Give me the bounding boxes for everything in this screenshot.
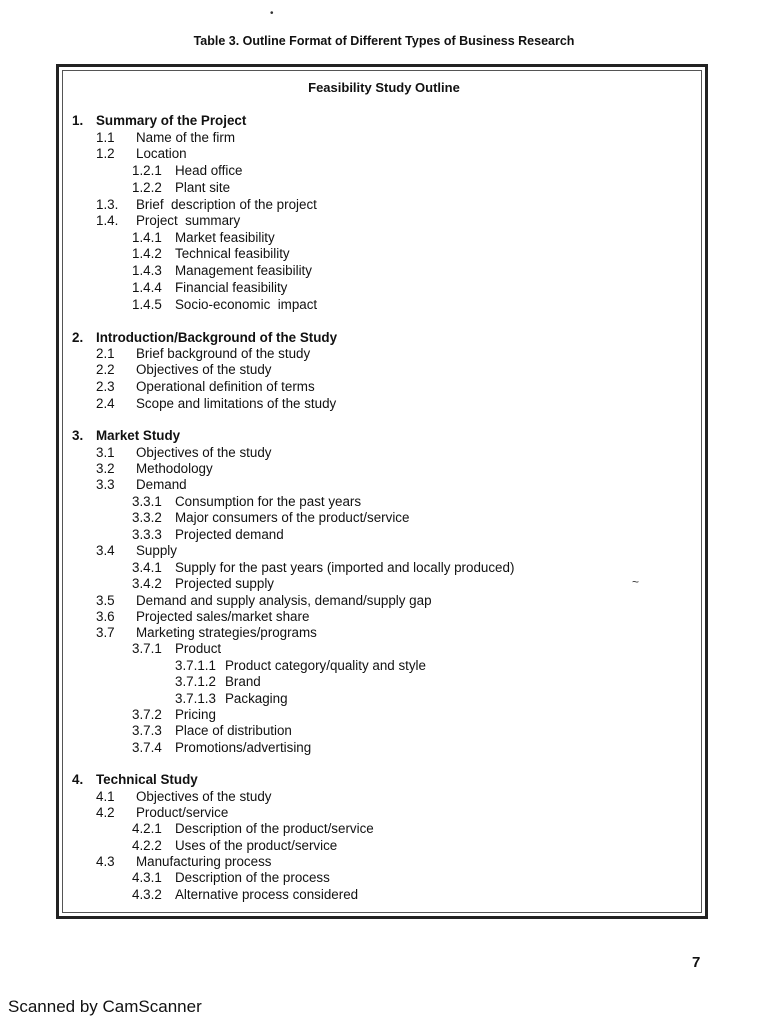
outline-item-number: 2.1 xyxy=(96,346,115,361)
outline-item-number: 3.7 xyxy=(96,625,115,640)
outline-item-text: Brand xyxy=(225,674,261,689)
outline-item-number: 1.4.2 xyxy=(132,246,162,261)
outline-item-number: 3.3.3 xyxy=(132,527,162,542)
outline-item-text: Supply xyxy=(136,543,177,558)
outline-item-number: 3.1 xyxy=(96,445,115,460)
outline-item-number: 4.1 xyxy=(96,789,115,804)
outline-item-number: 2.2 xyxy=(96,362,115,377)
outline-item-number: 3.5 xyxy=(96,593,115,608)
outline-item-number: 3.7.1 xyxy=(132,641,162,656)
outline-item-number: 1.3. xyxy=(96,197,119,212)
outline-item-number: 1.4. xyxy=(96,213,119,228)
outline-item-number: 1.1 xyxy=(96,130,115,145)
outline-item-text: Supply for the past years (imported and locally produced) xyxy=(175,560,515,575)
outline-item-text: Consumption for the past years xyxy=(175,494,362,509)
outline-item-number: 3.4.2 xyxy=(132,576,162,591)
outline-item-text: Marketing strategies/programs xyxy=(136,625,317,640)
outline-item-text: Technical feasibility xyxy=(175,246,290,261)
table-caption: Table 3. Outline Format of Different Types of Business Research xyxy=(193,34,575,48)
page-number: 7 xyxy=(692,954,701,971)
outline-item-text: Description of the process xyxy=(175,870,330,885)
outline-title: Feasibility Study Outline xyxy=(308,80,460,95)
scanner-watermark: Scanned by CamScanner xyxy=(8,997,202,1016)
outline-item-text: Uses of the product/service xyxy=(175,838,338,853)
outline-item-text: Product xyxy=(175,641,222,656)
outline-item-number: 3.7.1.1 xyxy=(175,658,216,673)
outline-item-number: 2. xyxy=(72,330,84,345)
outline-item-text: Objectives of the study xyxy=(136,445,272,460)
outline-item-number: 1.2.1 xyxy=(132,163,162,178)
outline-item-text: Technical Study xyxy=(96,772,198,787)
outline-item-text: Methodology xyxy=(136,461,213,476)
outline-item-number: 3.7.2 xyxy=(132,707,162,722)
outline-item-number: 2.3 xyxy=(96,379,115,394)
outline-item-number: 3.2 xyxy=(96,461,115,476)
outline-item-number: 3.7.4 xyxy=(132,740,162,755)
outline-item-number: 4.2.2 xyxy=(132,838,162,853)
outline-item-text: Head office xyxy=(175,163,243,178)
outline-item-text: Summary of the Project xyxy=(96,113,247,128)
outline-item-text: Major consumers of the product/service xyxy=(175,510,410,525)
outline-item-number: 3.4.1 xyxy=(132,560,162,575)
outline-item-number: 1. xyxy=(72,113,84,128)
outline-item-text: Location xyxy=(136,146,187,161)
outline-item-text: Projected sales/market share xyxy=(136,609,310,624)
outline-item-text: Introduction/Background of the Study xyxy=(96,330,338,345)
outline-item-text: Manufacturing process xyxy=(136,854,272,869)
outline-item-number: 1.2 xyxy=(96,146,115,161)
outline-item-number: 3.4 xyxy=(96,543,115,558)
outline-item-number: 1.4.3 xyxy=(132,263,162,278)
outline-item-number: 1.4.4 xyxy=(132,280,162,295)
outline-item-number: 3.3.1 xyxy=(132,494,162,509)
outline-item-number: 1.4.5 xyxy=(132,297,162,312)
outline-item-number: 4.3.2 xyxy=(132,887,162,902)
outline-item-number: 2.4 xyxy=(96,396,115,411)
outline-item-text: Name of the firm xyxy=(136,130,235,145)
outline-item-number: 4. xyxy=(72,772,84,787)
outline-item-number: 3.7.1.2 xyxy=(175,674,216,689)
outline-item-text: Description of the product/service xyxy=(175,821,374,836)
outline-item-text: Plant site xyxy=(175,180,231,195)
outline-item-text: Alternative process considered xyxy=(175,887,359,902)
outline-item-text: Market feasibility xyxy=(175,230,275,245)
outline-item-number: 3.6 xyxy=(96,609,115,624)
scan-speck: • xyxy=(270,8,274,19)
outline-item-number: 1.2.2 xyxy=(132,180,162,195)
outline-item-text: Projected supply xyxy=(175,576,274,591)
outline-item-text: Market Study xyxy=(96,428,181,443)
outline-item-text: Scope and limitations of the study xyxy=(136,396,337,411)
outline-item-text: Pricing xyxy=(175,707,216,722)
outline-item-text: Demand xyxy=(136,477,187,492)
outline-item-text: Projected demand xyxy=(175,527,284,542)
outline-item-text: Demand and supply analysis, demand/supply gap xyxy=(136,593,432,608)
outline-item-text: Brief description of the project xyxy=(136,197,317,212)
outline-item-text: Packaging xyxy=(225,691,288,706)
outline-item-text: Objectives of the study xyxy=(136,362,272,377)
pen-mark: ~ xyxy=(632,575,640,589)
outline-item-text: Project summary xyxy=(136,213,241,228)
outline-item-text: Operational definition of terms xyxy=(136,379,315,394)
outline-item-number: 4.3.1 xyxy=(132,870,162,885)
outline-item-text: Promotions/advertising xyxy=(175,740,312,755)
outline-item-text: Place of distribution xyxy=(175,723,292,738)
outline-item-number: 3. xyxy=(72,428,84,443)
outline-item-number: 3.3 xyxy=(96,477,115,492)
outline-item-text: Objectives of the study xyxy=(136,789,272,804)
outline-item-text: Socio-economic impact xyxy=(175,297,318,312)
outline-item-number: 4.2.1 xyxy=(132,821,162,836)
outline-item-text: Product category/quality and style xyxy=(225,658,426,673)
outline-item-text: Management feasibility xyxy=(175,263,312,278)
outline-item-number: 3.7.1.3 xyxy=(175,691,216,706)
outline-item-number: 3.3.2 xyxy=(132,510,162,525)
outline-item-number: 4.3 xyxy=(96,854,115,869)
outline-item-number: 1.4.1 xyxy=(132,230,162,245)
outline-item-number: 3.7.3 xyxy=(132,723,162,738)
outline-item-text: Financial feasibility xyxy=(175,280,288,295)
outline-item-number: 4.2 xyxy=(96,805,115,820)
outline-item-text: Product/service xyxy=(136,805,229,820)
outline-item-text: Brief background of the study xyxy=(136,346,311,361)
